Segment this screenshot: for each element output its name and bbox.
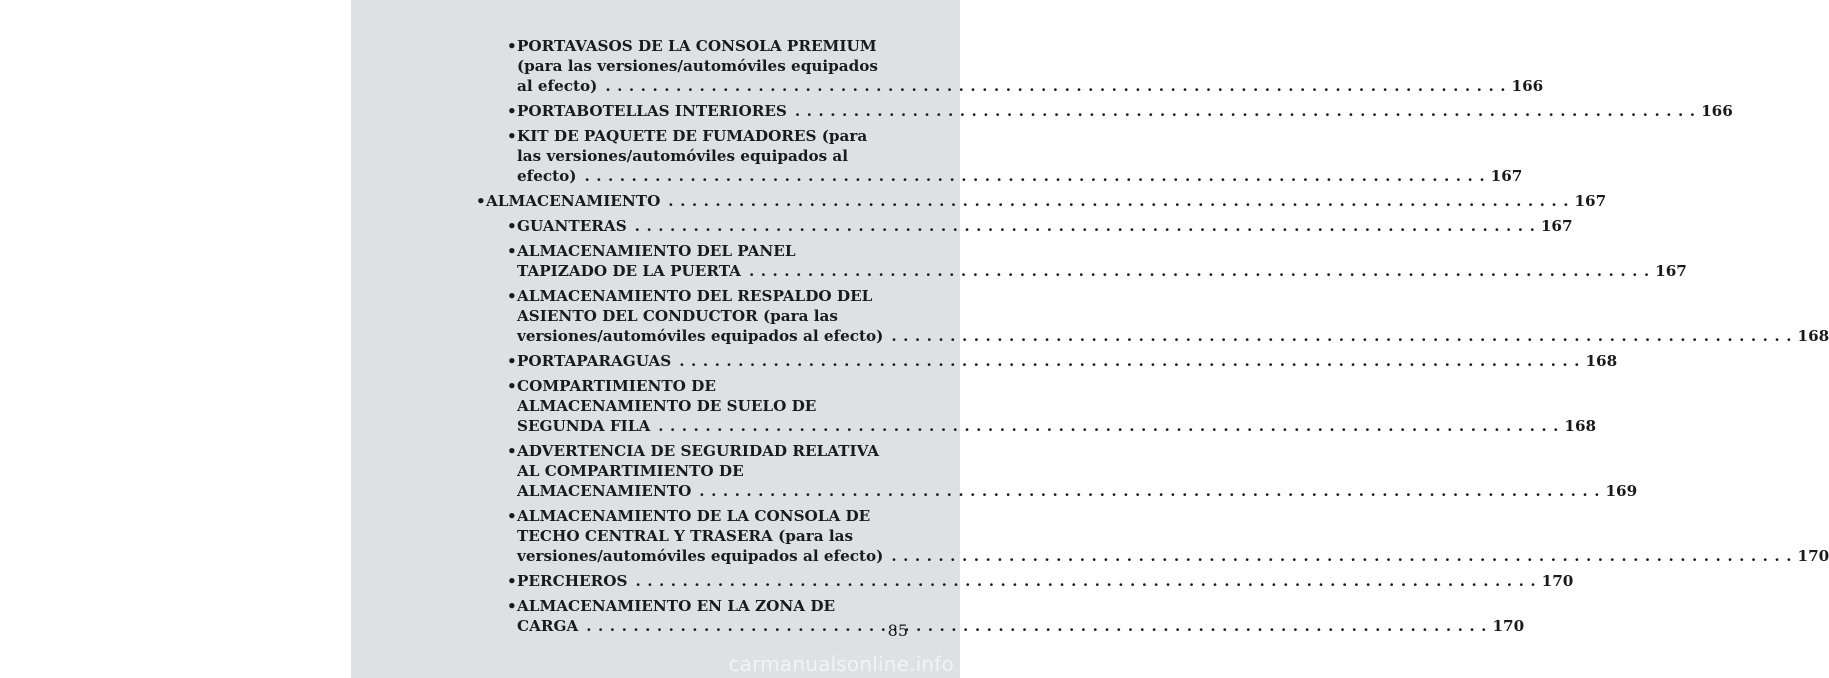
bullet-icon: • — [507, 352, 517, 370]
toc-page-number: 170 — [1541, 572, 1574, 590]
dot-leader — [627, 571, 1535, 591]
table-of-contents — [476, 36, 1829, 641]
dot-leader — [576, 166, 1484, 186]
dot-leader — [883, 546, 1791, 566]
toc-entry-title-line: ALMACENAMIENTO — [486, 192, 661, 210]
toc-page-number: 167 — [1574, 192, 1607, 210]
toc-entry-title-line: ALMACENAMIENTO — [517, 482, 692, 500]
toc-entry-title-line: ALMACENAMIENTO DEL PANEL — [517, 242, 796, 260]
dot-leader — [671, 351, 1579, 371]
toc-entry-title-line: CARGA — [517, 617, 579, 635]
bullet-icon: • — [507, 597, 517, 615]
toc-entry-title-line: ALMACENAMIENTO DE SUELO DE — [517, 397, 817, 415]
toc-entry[interactable] — [476, 101, 1733, 121]
toc-entry[interactable] — [476, 126, 1523, 186]
bullet-icon: • — [507, 37, 517, 55]
watermark: carmanualsonline.info — [728, 652, 954, 676]
toc-entry[interactable] — [476, 191, 1607, 211]
dot-leader — [883, 326, 1791, 346]
bullet-icon: • — [507, 507, 517, 525]
bullet-icon: • — [507, 127, 517, 145]
dot-leader — [660, 191, 1568, 211]
toc-entry[interactable] — [476, 441, 1638, 501]
dot-leader — [741, 261, 1649, 281]
toc-entry-title-line: PERCHEROS — [517, 572, 628, 590]
bullet-icon: • — [507, 217, 517, 235]
toc-page-number: 167 — [1655, 262, 1687, 280]
toc-entry[interactable] — [476, 506, 1829, 566]
toc-entry-title-line: ALMACENAMIENTO EN LA ZONA DE — [517, 597, 836, 615]
dot-leader — [650, 416, 1558, 436]
bullet-icon: • — [507, 572, 517, 590]
toc-entry[interactable] — [476, 286, 1829, 346]
toc-entry-title-line: (para las versiones/automóviles equipados — [517, 57, 878, 75]
toc-entry[interactable] — [476, 241, 1687, 281]
toc-entry[interactable] — [476, 571, 1574, 591]
bullet-icon: • — [507, 242, 517, 260]
toc-page-number: 168 — [1585, 352, 1618, 370]
dot-leader — [597, 76, 1505, 96]
toc-entry-title-line: TAPIZADO DE LA PUERTA — [517, 262, 741, 280]
toc-page-number: 166 — [1511, 77, 1544, 95]
dot-leader — [627, 216, 1535, 236]
toc-entry-title-line: TECHO CENTRAL Y TRASERA (para las — [517, 527, 854, 545]
toc-entry-title-line: PORTAPARAGUAS — [517, 352, 672, 370]
toc-entry-title-line: PORTABOTELLAS INTERIORES — [517, 102, 787, 120]
toc-entry-title-line: versiones/automóviles equipados al efecto) — [517, 327, 884, 345]
dot-leader — [787, 101, 1695, 121]
toc-entry-title-line: ALMACENAMIENTO DE LA CONSOLA DE — [517, 507, 871, 525]
toc-page-number: 166 — [1701, 102, 1733, 120]
toc-entry-title-line: ASIENTO DEL CONDUCTOR (para las — [517, 307, 838, 325]
toc-entry-title-line: PORTAVASOS DE LA CONSOLA PREMIUM — [517, 37, 877, 55]
toc-entry-title-line: ALMACENAMIENTO DEL RESPALDO DEL — [517, 287, 873, 305]
toc-page-number: 167 — [1490, 167, 1523, 185]
toc-entry-title-line: efecto) — [517, 167, 577, 185]
toc-page-number: 168 — [1564, 417, 1597, 435]
bullet-icon: • — [507, 442, 517, 460]
toc-entry-title-line: las versiones/automóviles equipados al — [517, 147, 849, 165]
toc-entry[interactable] — [476, 216, 1573, 236]
bullet-icon: • — [507, 287, 517, 305]
dot-leader — [578, 616, 1486, 636]
toc-entry-title-line: SEGUNDA FILA — [517, 417, 651, 435]
toc-page-number: 167 — [1540, 217, 1573, 235]
toc-entry-title-line: ADVERTENCIA DE SEGURIDAD RELATIVA — [517, 442, 879, 460]
toc-page-number: 170 — [1797, 547, 1829, 565]
toc-entry[interactable] — [476, 36, 1544, 96]
toc-entry-title-line: COMPARTIMIENTO DE — [517, 377, 716, 395]
bullet-icon: • — [507, 102, 517, 120]
toc-entry-title-line: versiones/automóviles equipados al efecto) — [517, 547, 884, 565]
toc-page-number: 170 — [1492, 617, 1525, 635]
bullet-icon: • — [476, 192, 486, 210]
toc-page-number: 169 — [1605, 482, 1638, 500]
toc-entry-title-line: GUANTERAS — [517, 217, 627, 235]
page-number: 85 — [887, 621, 908, 640]
toc-entry[interactable] — [476, 376, 1597, 436]
toc-entry[interactable] — [476, 351, 1618, 371]
dot-leader — [691, 481, 1599, 501]
manual-page — [351, 0, 1829, 678]
toc-entry-title-line: KIT DE PAQUETE DE FUMADORES (para — [517, 127, 868, 145]
bullet-icon: • — [507, 377, 517, 395]
toc-page-number: 168 — [1797, 327, 1829, 345]
toc-entry-title-line: al efecto) — [517, 77, 598, 95]
toc-entry-title-line: AL COMPARTIMIENTO DE — [517, 462, 744, 480]
